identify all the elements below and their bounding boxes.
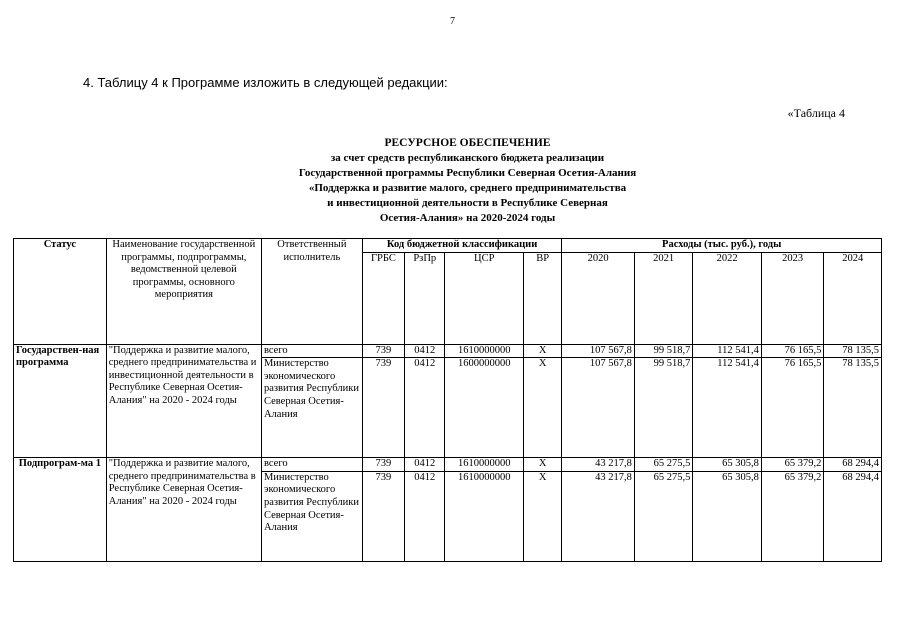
cell-rzpr: 0412 bbox=[405, 471, 445, 561]
row-name: "Поддержка и развитие малого, среднего предпринимательства в Республике Северная Осетия-Алания" на 2020 - 2024 годы bbox=[106, 458, 261, 562]
page-number: 7 bbox=[450, 16, 455, 27]
cell-csr: 1610000000 bbox=[445, 458, 524, 472]
cell-csr: 1600000000 bbox=[445, 358, 524, 458]
resource-table bbox=[13, 238, 882, 562]
header-row bbox=[14, 239, 882, 253]
cell-vr: Х bbox=[524, 344, 562, 358]
cell-rzpr: 0412 bbox=[405, 458, 445, 472]
header-name: Наименование государственной программы, подпрограммы, ведомственной целевой программы, основного мероприятия bbox=[106, 239, 261, 345]
header-csr: ЦСР bbox=[445, 252, 524, 344]
cell-2020: 107 567,8 bbox=[562, 358, 635, 458]
header-kbk-group: Код бюджетной классификации bbox=[362, 239, 562, 253]
row-responsible: Министерство экономического развития Республики Северная Осетия-Алания bbox=[261, 358, 362, 458]
cell-2022: 112 541,4 bbox=[693, 344, 762, 358]
cell-2023: 65 379,2 bbox=[761, 458, 823, 472]
header-year-2024: 2024 bbox=[824, 252, 882, 344]
cell-2022: 65 305,8 bbox=[693, 458, 762, 472]
header-status: Статус bbox=[14, 239, 107, 345]
row-status: Подпрограм-ма 1 bbox=[14, 458, 107, 562]
header-year-2023: 2023 bbox=[761, 252, 823, 344]
header-year-2020: 2020 bbox=[562, 252, 635, 344]
cell-grbs: 739 bbox=[362, 458, 404, 472]
header-year-2022: 2022 bbox=[693, 252, 762, 344]
cell-2024: 78 135,5 bbox=[824, 358, 882, 458]
row-status: Государствен-ная программа bbox=[14, 344, 107, 458]
cell-grbs: 739 bbox=[362, 344, 404, 358]
cell-grbs: 739 bbox=[362, 471, 404, 561]
header-expenses-group: Расходы (тыс. руб.), годы bbox=[562, 239, 882, 253]
table-label: «Таблица 4 bbox=[787, 106, 845, 120]
heading-line: за счет средств республиканского бюджета реализации bbox=[330, 152, 605, 164]
table-row bbox=[14, 458, 882, 472]
cell-vr: Х bbox=[524, 471, 562, 561]
row-responsible: Министерство экономического развития Республики Северная Осетия-Алания bbox=[261, 471, 362, 561]
cell-2020: 43 217,8 bbox=[562, 471, 635, 561]
header-year-2021: 2021 bbox=[634, 252, 692, 344]
cell-rzpr: 0412 bbox=[405, 358, 445, 458]
cell-2022: 112 541,4 bbox=[693, 358, 762, 458]
heading-title: РЕСУРСНОЕ ОБЕСПЕЧЕНИЕ bbox=[384, 137, 551, 149]
cell-2023: 65 379,2 bbox=[761, 471, 823, 561]
header-grbs: ГРБС bbox=[362, 252, 404, 344]
header-responsible: Ответственный исполнитель bbox=[261, 239, 362, 345]
row-responsible: всего bbox=[261, 344, 362, 358]
cell-vr: Х bbox=[524, 458, 562, 472]
heading-line: и инвестиционной деятельности в Республике Северная bbox=[327, 197, 608, 209]
cell-2022: 65 305,8 bbox=[693, 471, 762, 561]
row-responsible: всего bbox=[261, 458, 362, 472]
row-name: "Поддержка и развитие малого, среднего предпринимательства и инвестиционной деятельности в Республике Северная Осетия-Алания" на 2020 - 2024 годы bbox=[106, 344, 261, 458]
header-vr: ВР bbox=[524, 252, 562, 344]
cell-2023: 76 165,5 bbox=[761, 344, 823, 358]
cell-2021: 65 275,5 bbox=[634, 471, 692, 561]
cell-2021: 99 518,7 bbox=[634, 344, 692, 358]
cell-2024: 68 294,4 bbox=[824, 458, 882, 472]
intro-text: 4. Таблицу 4 к Программе изложить в следующей редакции: bbox=[83, 75, 448, 90]
cell-2024: 68 294,4 bbox=[824, 471, 882, 561]
cell-vr: Х bbox=[524, 358, 562, 458]
cell-2020: 43 217,8 bbox=[562, 458, 635, 472]
heading-line: «Поддержка и развитие малого, среднего предпринимательства bbox=[308, 182, 627, 194]
cell-csr: 1610000000 bbox=[445, 344, 524, 358]
cell-2021: 99 518,7 bbox=[634, 358, 692, 458]
cell-2024: 78 135,5 bbox=[824, 344, 882, 358]
header-rzpr: РзПр bbox=[405, 252, 445, 344]
cell-2021: 65 275,5 bbox=[634, 458, 692, 472]
table-heading bbox=[0, 136, 905, 226]
heading-line: Государственной программы Республики Северная Осетия-Алания bbox=[298, 167, 637, 179]
cell-2023: 76 165,5 bbox=[761, 358, 823, 458]
cell-2020: 107 567,8 bbox=[562, 344, 635, 358]
cell-rzpr: 0412 bbox=[405, 344, 445, 358]
cell-csr: 1610000000 bbox=[445, 471, 524, 561]
heading-line: Осетия-Алания» на 2020-2024 годы bbox=[379, 212, 556, 224]
cell-grbs: 739 bbox=[362, 358, 404, 458]
table-row bbox=[14, 344, 882, 358]
